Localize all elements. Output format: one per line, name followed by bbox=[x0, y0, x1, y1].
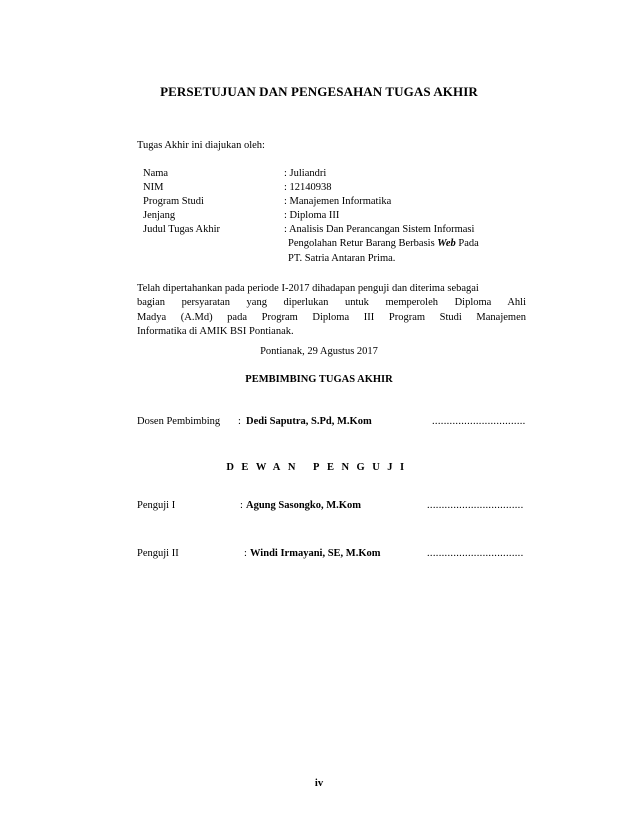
field-label-judul: Judul Tugas Akhir bbox=[143, 224, 221, 235]
examiner-2-name: Windi Irmayani, SE, M.Kom bbox=[250, 548, 381, 559]
field-value-nama: : Juliandri bbox=[284, 168, 327, 179]
page-number: iv bbox=[314, 778, 324, 789]
title-continuation-line-3: PT. Satria Antaran Prima. bbox=[288, 253, 396, 264]
place-date: Pontianak, 29 Agustus 2017 bbox=[260, 346, 378, 357]
examiner-1-label: Penguji I bbox=[137, 500, 176, 511]
statement-line: Madya (A.Md) pada Program Diploma III Program Studi Manajemen bbox=[137, 311, 526, 323]
field-value-judul: : Analisis Dan Perancangan Sistem Informasi bbox=[284, 224, 475, 235]
field-label-program-studi: Program Studi bbox=[143, 196, 204, 207]
supervisor-signature-line: ................................ bbox=[432, 416, 526, 427]
statement-line: Telah dipertahankan pada periode I-2017 dihadapan penguji dan diterima sebagai bbox=[137, 283, 479, 294]
examiner-2-separator: : bbox=[244, 548, 247, 559]
field-value-program-studi: : Manajemen Informatika bbox=[284, 196, 392, 207]
supervisor-name: Dedi Saputra, S.Pd, M.Kom bbox=[246, 416, 372, 427]
examiner-1-signature-line: ................................. bbox=[427, 500, 524, 511]
field-value-nim: : 12140938 bbox=[284, 182, 332, 193]
title-line-2-pre: Pengolahan Retur Barang Berbasis bbox=[288, 238, 438, 249]
supervisor-heading: PEMBIMBING TUGAS AKHIR bbox=[245, 374, 393, 385]
intro-text: Tugas Akhir ini diajukan oleh: bbox=[137, 140, 265, 151]
field-label-nim: NIM bbox=[143, 182, 164, 193]
document-title: PERSETUJUAN DAN PENGESAHAN TUGAS AKHIR bbox=[160, 84, 478, 99]
examiner-1-separator: : bbox=[240, 500, 243, 511]
examiner-heading bbox=[0, 462, 638, 473]
examiner-heading-text: DEWAN PENGUJI bbox=[226, 462, 412, 473]
statement-paragraph bbox=[137, 282, 526, 339]
title-continuation-line-2 bbox=[288, 238, 479, 249]
title-line-2-web: Web bbox=[437, 238, 456, 249]
field-label-nama: Nama bbox=[143, 168, 169, 179]
statement-line: bagian persyaratan yang diperlukan untuk memperoleh Diploma Ahli bbox=[137, 297, 526, 309]
supervisor-label: Dosen Pembimbing bbox=[137, 416, 221, 427]
field-label-jenjang: Jenjang bbox=[143, 210, 176, 221]
examiner-1-name: Agung Sasongko, M.Kom bbox=[246, 500, 361, 511]
statement-line: Informatika di AMIK BSI Pontianak. bbox=[137, 325, 294, 337]
title-line-2-post: Pada bbox=[455, 238, 479, 249]
field-value-jenjang: : Diploma III bbox=[284, 210, 340, 221]
supervisor-separator: : bbox=[238, 416, 241, 427]
examiner-2-label: Penguji II bbox=[137, 548, 179, 559]
examiner-2-signature-line: ................................. bbox=[427, 548, 524, 559]
